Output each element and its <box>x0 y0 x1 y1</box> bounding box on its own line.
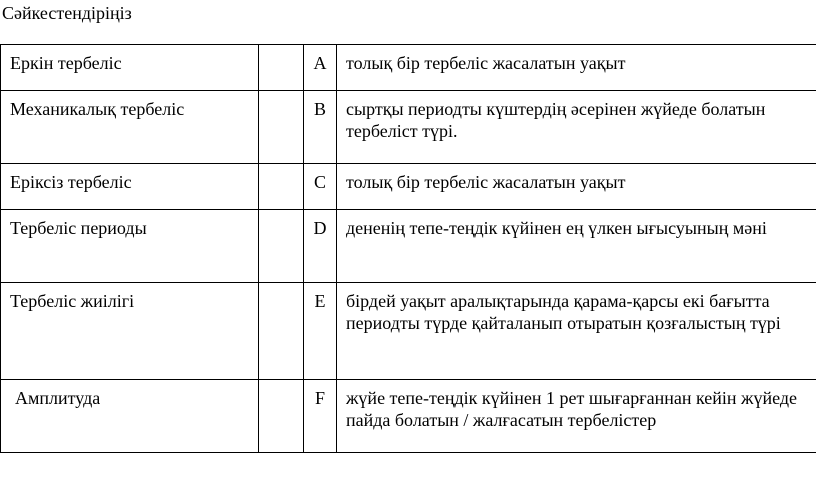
definition-cell: толық бір тербеліс жасалатын уақыт <box>337 164 816 210</box>
table-row <box>1 45 816 91</box>
definition-cell: жүйе тепе-теңдік күйінен 1 рет шығарғаннан кейін жүйеде пайда болатын / жалғасатын тербелістер <box>337 380 816 453</box>
matching-table <box>0 44 816 453</box>
table-row <box>1 380 816 453</box>
term-cell: Еріксіз тербеліс <box>1 164 259 210</box>
answer-cell <box>259 210 304 283</box>
table-row <box>1 210 816 283</box>
letter-cell: D <box>304 210 337 283</box>
definition-cell: толық бір тербеліс жасалатын уақыт <box>337 45 816 91</box>
table-row <box>1 164 816 210</box>
term-cell <box>1 380 259 453</box>
page-title: Сәйкестендіріңіз <box>2 3 132 23</box>
letter-cell: C <box>304 164 337 210</box>
answer-cell <box>259 380 304 453</box>
answer-cell <box>259 45 304 91</box>
answer-cell <box>259 283 304 380</box>
letter-cell: A <box>304 45 337 91</box>
letter-cell: E <box>304 283 337 380</box>
definition-cell: сыртқы периодты күштердің әсерінен жүйеде болатын тербеліст түрі. <box>337 91 816 164</box>
table-row <box>1 283 816 380</box>
term-cell: Механикалық тербеліс <box>1 91 259 164</box>
term-label: Амплитуда <box>15 388 101 408</box>
letter-cell: F <box>304 380 337 453</box>
answer-cell <box>259 164 304 210</box>
definition-cell: дененің тепе-теңдік күйінен ең үлкен ығысуының мәні <box>337 210 816 283</box>
term-cell: Тербеліс жиілігі <box>1 283 259 380</box>
letter-cell: B <box>304 91 337 164</box>
answer-cell <box>259 91 304 164</box>
term-cell: Тербеліс периоды <box>1 210 259 283</box>
term-cell: Еркін тербеліс <box>1 45 259 91</box>
definition-cell: бірдей уақыт аралықтарында қарама-қарсы екі бағытта периодты түрде қайталанып отыратын қозғалыстың түрі <box>337 283 816 380</box>
table-row <box>1 91 816 164</box>
